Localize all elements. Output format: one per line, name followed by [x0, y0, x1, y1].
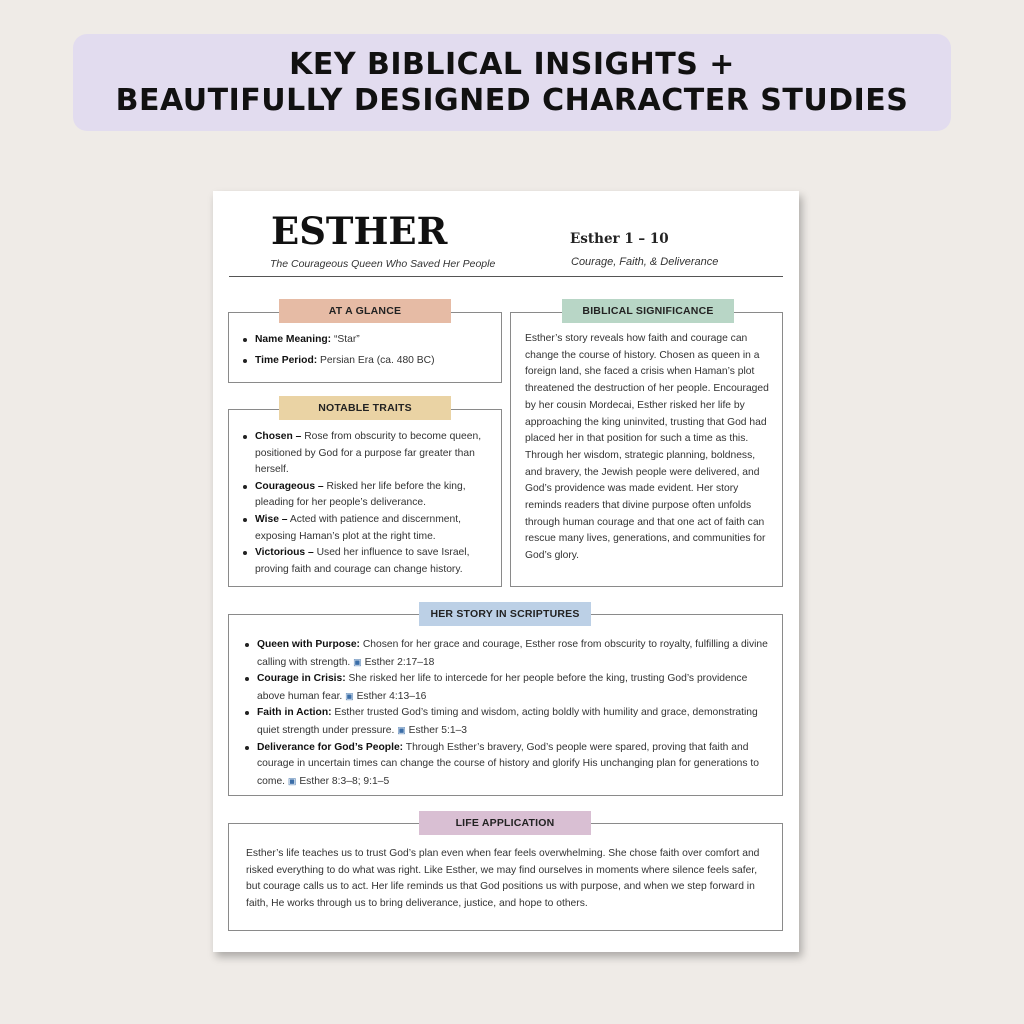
promo-banner — [73, 34, 951, 131]
book-icon: ▣ — [397, 724, 406, 735]
her-story-tag: HER STORY IN SCRIPTURES — [419, 602, 591, 626]
notable-traits-tag: NOTABLE TRAITS — [279, 396, 451, 420]
list-item: Time Period: Persian Era (ca. 480 BC) — [242, 353, 494, 370]
list-item: Deliverance for God’s People: Through Esther’s bravery, God’s people were spared, proving that faith and courage in uncertain times can change the course of history and glorify His unchanging plan for generations to come. ▣ Esther 8:3–8; 9:1–5 — [244, 740, 768, 791]
life-application-tag: LIFE APPLICATION — [419, 811, 591, 835]
character-subtitle: The Courageous Queen Who Saved Her People — [270, 258, 496, 270]
scripture-reference: Esther 1 – 10 — [570, 231, 669, 247]
banner-line-1: KEY BIBLICAL INSIGHTS + — [289, 46, 735, 82]
book-icon: ▣ — [345, 690, 354, 701]
life-application-text: Esther’s life teaches us to trust God’s plan even when fear feels overwhelming. She chose faith over comfort and risked everything to do what was right. Like Esther, we may find ourselves in moments where silence feels safer, but courage calls us to act. Her life reminds us that God positions us with purpose, and when we step forward in faith, He works through us to bring deliverance, justice, and hope to others. — [246, 848, 760, 910]
book-icon: ▣ — [287, 775, 297, 786]
study-sheet — [213, 191, 799, 952]
list-item: Faith in Action: Esther trusted God’s timing and wisdom, acting boldly with humility and grace, demonstrating quiet strength under pressure. ▣ Esther 5:1–3 — [244, 705, 768, 739]
her-story-list — [244, 637, 768, 790]
banner-line-2: BEAUTIFULLY DESIGNED CHARACTER STUDIES — [115, 82, 909, 118]
book-icon: ▣ — [353, 656, 362, 667]
at-a-glance-tag: AT A GLANCE — [279, 299, 451, 323]
notable-traits-box — [228, 409, 502, 587]
list-item: Name Meaning: “Star” — [242, 332, 494, 349]
life-application-box — [228, 823, 783, 931]
list-item: Wise – Acted with patience and discernment, exposing Haman’s plot at the right time. — [242, 512, 494, 545]
list-item: Courage in Crisis: She risked her life to intercede for her people before the king, trusting God’s providence above human fear. ▣ Esther 4:13–16 — [244, 671, 768, 705]
her-story-box — [228, 614, 783, 796]
header-divider — [229, 276, 783, 277]
list-item: Courageous – Risked her life before the king, pleading for her people’s deliverance. — [242, 479, 494, 512]
notable-traits-list — [242, 429, 494, 578]
at-a-glance-list — [242, 332, 494, 369]
biblical-significance-box — [510, 312, 783, 587]
list-item: Queen with Purpose: Chosen for her grace and courage, Esther rose from obscurity to royalty, fulfilling a divine calling with strength. ▣ Esther 2:17–18 — [244, 637, 768, 671]
biblical-significance-tag: BIBLICAL SIGNIFICANCE — [562, 299, 734, 323]
list-item: Victorious – Used her influence to save Israel, proving faith and courage can change history. — [242, 545, 494, 578]
character-name: ESTHER — [271, 209, 448, 253]
themes: Courage, Faith, & Deliverance — [571, 256, 719, 268]
biblical-significance-text: Esther’s story reveals how faith and courage can change the course of history. Chosen as queen in a foreign land, she faced a crisis when Haman’s plot threatened the destruction of her people. Encouraged by her cousin Mordecai, Esther risked her life by approaching the king uninvited, trusting that God had placed her in that position for such a time as this. Through her wisdom, strategic planning, boldness, and bravery, the Jewish people were delivered, and God’s providence was made evident. Her story reminds readers that divine purpose often unfolds through human courage and that one act of faith can rescue many lives, generations, and communities for God’s glory. — [525, 333, 769, 562]
list-item: Chosen – Rose from obscurity to become queen, positioned by God for a purpose far greater than herself. — [242, 429, 494, 479]
